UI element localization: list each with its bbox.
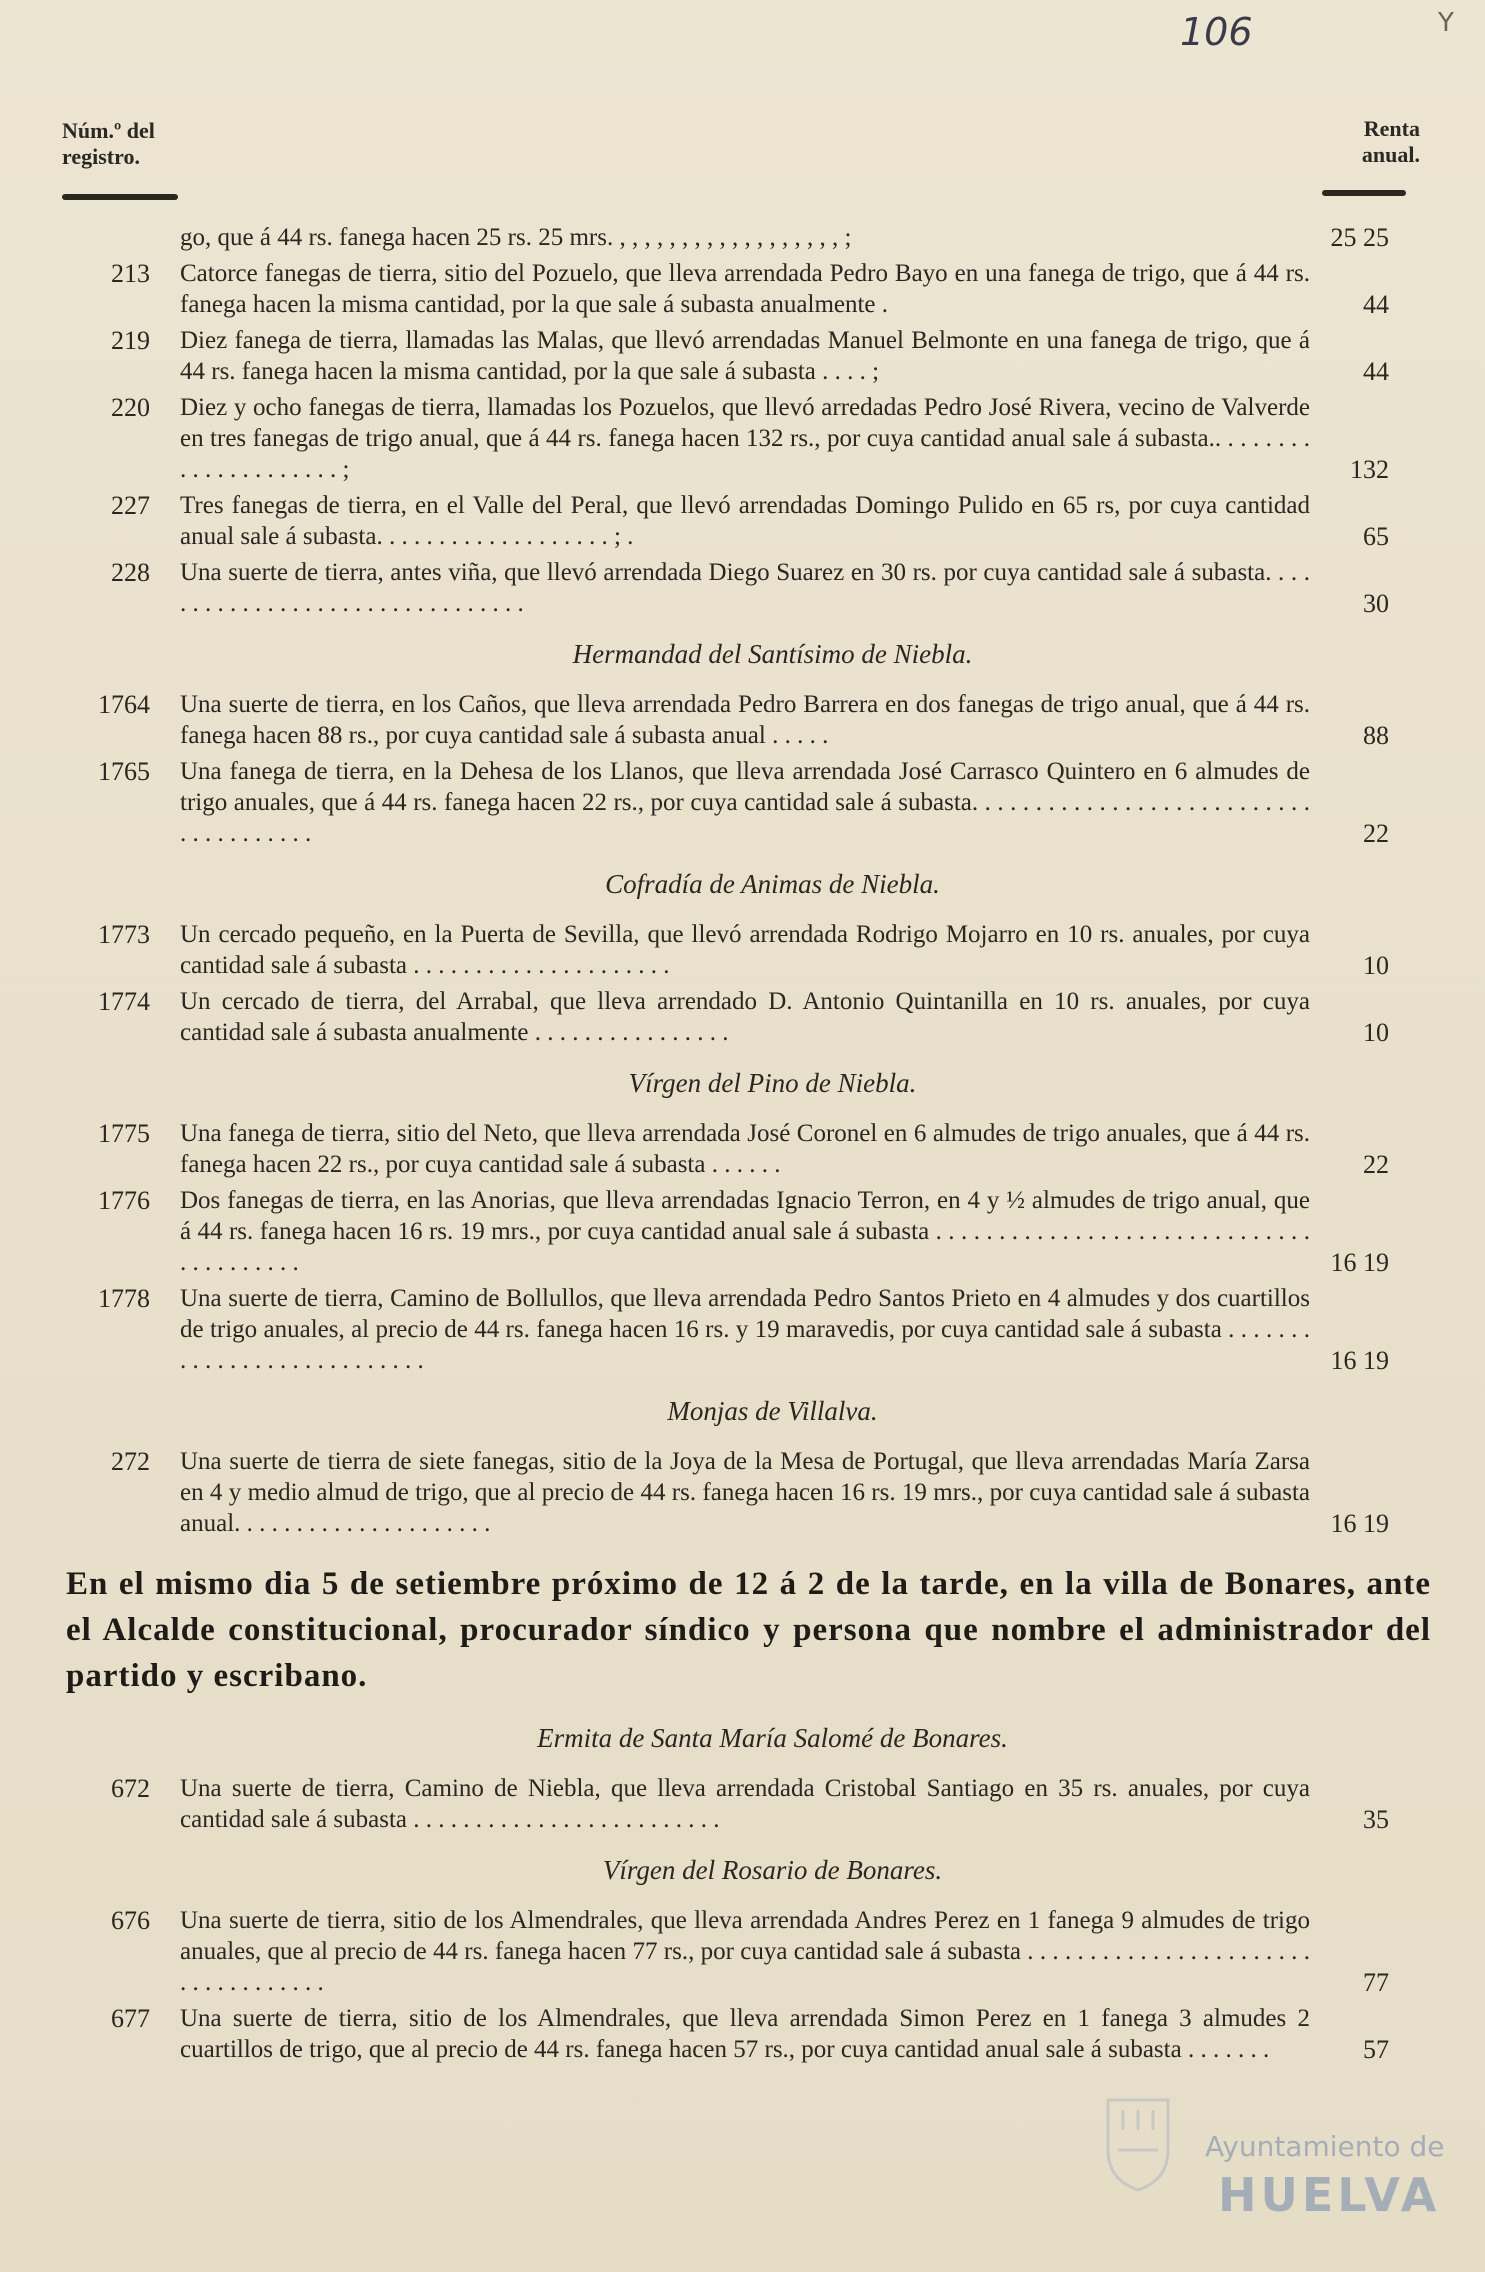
entry-number: 1776 <box>98 1186 150 1215</box>
entry-text: Un cercado de tierra, del Arrabal, que lleva arrendado D. Antonio Quintanilla en 10 rs. anuales, por cuya cantidad sale á subasta anualmente . . . . . . . . . . . . . . . . <box>180 988 1310 1046</box>
entry-text: Una suerte de tierra de siete fanegas, sitio de la Joya de la Mesa de Portugal, que lleva arrendadas María Zarsa en 4 y medio almud de trigo, que al precio de 44 rs. fanega hacen 16 rs. 19 mrs., por cuya cantidad sale á subasta anual. . . . . . . . . . . . . . . . . . . . . <box>180 1448 1310 1537</box>
watermark-line1: Ayuntamiento de <box>1205 2130 1445 2163</box>
entry-number: 227 <box>111 491 150 520</box>
section-title: Vírgen del Rosario de Bonares. <box>602 1855 943 1885</box>
entry <box>0 1283 1485 1376</box>
section-title: Vírgen del Pino de Niebla. <box>628 1068 917 1098</box>
entry-number: 219 <box>111 326 150 355</box>
entry-rent: 44 <box>1363 290 1389 319</box>
entry-group-2 <box>0 689 1485 849</box>
entry-number: 676 <box>111 1906 150 1935</box>
entry <box>0 1118 1485 1180</box>
entry <box>0 919 1485 981</box>
entry-rent: 57 <box>1363 2035 1389 2064</box>
entry-text: Una suerte de tierra, en los Caños, que lleva arrendada Pedro Barrera en dos fanegas de trigo anual, que á 44 rs. fanega hacen 88 rs., por cuya cantidad sale á subasta anual . . . . . <box>180 691 1310 749</box>
entry-group-7 <box>0 1905 1485 2065</box>
entry-text: Una suerte de tierra, Camino de Bollullos, que lleva arrendada Pedro Santos Prieto en 4 almudes y dos cuartillos de trigo anuales, al precio de 44 rs. fanega hacen 16 rs. y 19 maravedis, por cuya cantidad sale á subasta . . . . . . . . . . . . . . . . . . . . . . . . . . . <box>180 1285 1310 1374</box>
entry-group-5 <box>0 1446 1485 1539</box>
entry-rent: 22 <box>1363 1150 1389 1179</box>
entry <box>0 490 1485 552</box>
entry <box>0 325 1485 387</box>
entry-group-4 <box>0 1118 1485 1376</box>
entry-text: Una suerte de tierra, antes viña, que llevó arrendada Diego Suarez en 30 rs. por cuya cantidad sale á subasta. . . . . . . . . . . . . . . . . . . . . . . . . . . . . . . . <box>180 559 1310 617</box>
section-title: Monjas de Villalva. <box>667 1396 878 1426</box>
entry-rent: 10 <box>1363 951 1389 980</box>
entry-number: 220 <box>111 393 150 422</box>
column-header-registry <box>62 118 155 170</box>
entry-rent: 16 19 <box>1330 1509 1389 1538</box>
header-rule-right <box>1322 190 1406 196</box>
entry-rent: 22 <box>1363 819 1389 848</box>
entry-group-6 <box>0 1773 1485 1835</box>
entry-group-1 <box>0 222 1485 619</box>
column-header-rent <box>1330 116 1420 168</box>
entry-rent: 132 <box>1350 455 1389 484</box>
entry-number: 1773 <box>98 920 150 949</box>
entry-number: 677 <box>111 2004 150 2033</box>
entry-number: 1764 <box>98 690 150 719</box>
entry-number: 1778 <box>98 1284 150 1313</box>
entry <box>0 1905 1485 1998</box>
entry-text: Dos fanegas de tierra, en las Anorias, que lleva arrendadas Ignacio Terron, en 4 y ½ almudes de trigo anual, que á 44 rs. fanega hacen 16 rs. 19 mrs., por cuya cantidad anual sale á subasta . . . . . . . . . . . . . . . . . . . . . . . . . . . . . . . . . . . . . . . . <box>180 1187 1310 1276</box>
entry <box>0 222 1485 253</box>
entry-rent: 88 <box>1363 721 1389 750</box>
entry-text: Diez fanega de tierra, llamadas las Malas, que llevó arrendadas Manuel Belmonte en una fanega de trigo, que á 44 rs. fanega hacen la misma cantidad, por la que sale á subasta . . . . ; <box>180 327 1310 385</box>
entry-number: 1775 <box>98 1119 150 1148</box>
header-right-line2: anual. <box>1361 142 1420 167</box>
entry-text: Una fanega de tierra, sitio del Neto, que lleva arrendada José Coronel en 6 almudes de trigo anuales, que á 44 rs. fanega hacen 22 rs., por cuya cantidad sale á subasta . . . . . . <box>180 1120 1310 1178</box>
entry-number: 213 <box>111 259 150 288</box>
header-rule-left <box>62 194 178 200</box>
auction-notice: En el mismo dia 5 de setiembre próximo de 12 á 2 de la tarde, en la villa de Bonares, ante el Alcalde constitucional, procurador síndico y persona que nombre el administrador del partido y escribano. <box>66 1566 1431 1694</box>
entry <box>0 392 1485 485</box>
page-number: 106 <box>1180 10 1253 54</box>
entry-number: 1765 <box>98 757 150 786</box>
entry-text: Un cercado pequeño, en la Puerta de Sevilla, que llevó arrendada Rodrigo Mojarro en 10 rs. anuales, por cuya cantidad sale á subasta . . . . . . . . . . . . . . . . . . . . . <box>180 921 1310 979</box>
watermark-line2: HUELVA <box>1218 2168 1441 2222</box>
entry <box>0 258 1485 320</box>
entry-rent: 77 <box>1363 1968 1389 1997</box>
entry-rent: 30 <box>1363 589 1389 618</box>
entry <box>0 689 1485 751</box>
entry <box>0 1185 1485 1278</box>
section-title: Cofradía de Animas de Niebla. <box>605 869 940 899</box>
entry <box>0 1773 1485 1835</box>
entry-rent: 35 <box>1363 1805 1389 1834</box>
header-left-line1: Núm.º del <box>62 118 155 143</box>
entry <box>0 756 1485 849</box>
corner-mark: Y <box>1438 8 1454 38</box>
entry <box>0 557 1485 619</box>
entry-text: Catorce fanegas de tierra, sitio del Pozuelo, que lleva arrendada Pedro Bayo en una fanega de trigo, que á 44 rs. fanega hacen la misma cantidad, por la que sale á subasta anualmente . <box>180 260 1310 318</box>
entry-rent: 44 <box>1363 357 1389 386</box>
entry-rent: 16 19 <box>1330 1248 1389 1277</box>
entry-text: Una fanega de tierra, en la Dehesa de los Llanos, que lleva arrendada José Carrasco Quintero en 6 almudes de trigo anuales, que á 44 rs. fanega hacen 22 rs., por cuya cantidad sale á subasta. . . . . . . . . . . . . . . . . . . . . . . . . . . . . . . . . . . . . . <box>180 758 1310 847</box>
entry-number: 672 <box>111 1774 150 1803</box>
header-left-line2: registro. <box>62 144 140 169</box>
entry-text: go, que á 44 rs. fanega hacen 25 rs. 25 mrs. , , , , , , , , , , , , , , , , , , ; <box>180 224 852 251</box>
entry-number: 272 <box>111 1447 150 1476</box>
entry-text: Una suerte de tierra, Camino de Niebla, que lleva arrendada Cristobal Santiago en 35 rs. anuales, por cuya cantidad sale á subasta . . . . . . . . . . . . . . . . . . . . . . . . . <box>180 1775 1310 1833</box>
entry-text: Tres fanegas de tierra, en el Valle del Peral, que llevó arrendadas Domingo Pulido en 65 rs, por cuya cantidad anual sale á subasta. . . . . . . . . . . . . . . . . . . ; . <box>180 492 1310 550</box>
section-title: Hermandad del Santísimo de Niebla. <box>572 639 973 669</box>
entry-rent: 25 25 <box>1330 223 1389 252</box>
entry-rent: 10 <box>1363 1018 1389 1047</box>
document-body <box>0 222 1485 2070</box>
entry-number: 228 <box>111 558 150 587</box>
entry <box>0 986 1485 1048</box>
header-right-line1: Renta <box>1363 116 1420 141</box>
entry-group-3 <box>0 919 1485 1048</box>
entry <box>0 1446 1485 1539</box>
entry-text: Una suerte de tierra, sitio de los Almendrales, que lleva arrendada Simon Perez en 1 fanega 3 almudes 2 cuartillos de trigo, que al precio de 44 rs. fanega hacen 57 rs., por cuya cantidad anual sale á subasta . . . . . . . <box>180 2005 1310 2063</box>
section-title: Ermita de Santa María Salomé de Bonares. <box>537 1723 1008 1753</box>
entry-number: 1774 <box>98 987 150 1016</box>
entry-rent: 16 19 <box>1330 1346 1389 1375</box>
entry-rent: 65 <box>1363 522 1389 551</box>
entry-text: Diez y ocho fanegas de tierra, llamadas los Pozuelos, que llevó arredadas Pedro José Rivera, vecino de Valverde en tres fanegas de trigo anual, que á 44 rs. fanega hacen 132 rs., por cuya cantidad anual sale á subasta.. . . . . . . . . . . . . . . . . . . . . ; <box>180 394 1310 483</box>
entry <box>0 2003 1485 2065</box>
entry-text: Una suerte de tierra, sitio de los Almendrales, que lleva arrendada Andres Perez en 1 fanega 9 almudes de trigo anuales, que al precio de 44 rs. fanega hacen 77 rs., por cuya cantidad sale á subasta . . . . . . . . . . . . . . . . . . . . . . . . . . . . . . . . . . . <box>180 1907 1310 1996</box>
